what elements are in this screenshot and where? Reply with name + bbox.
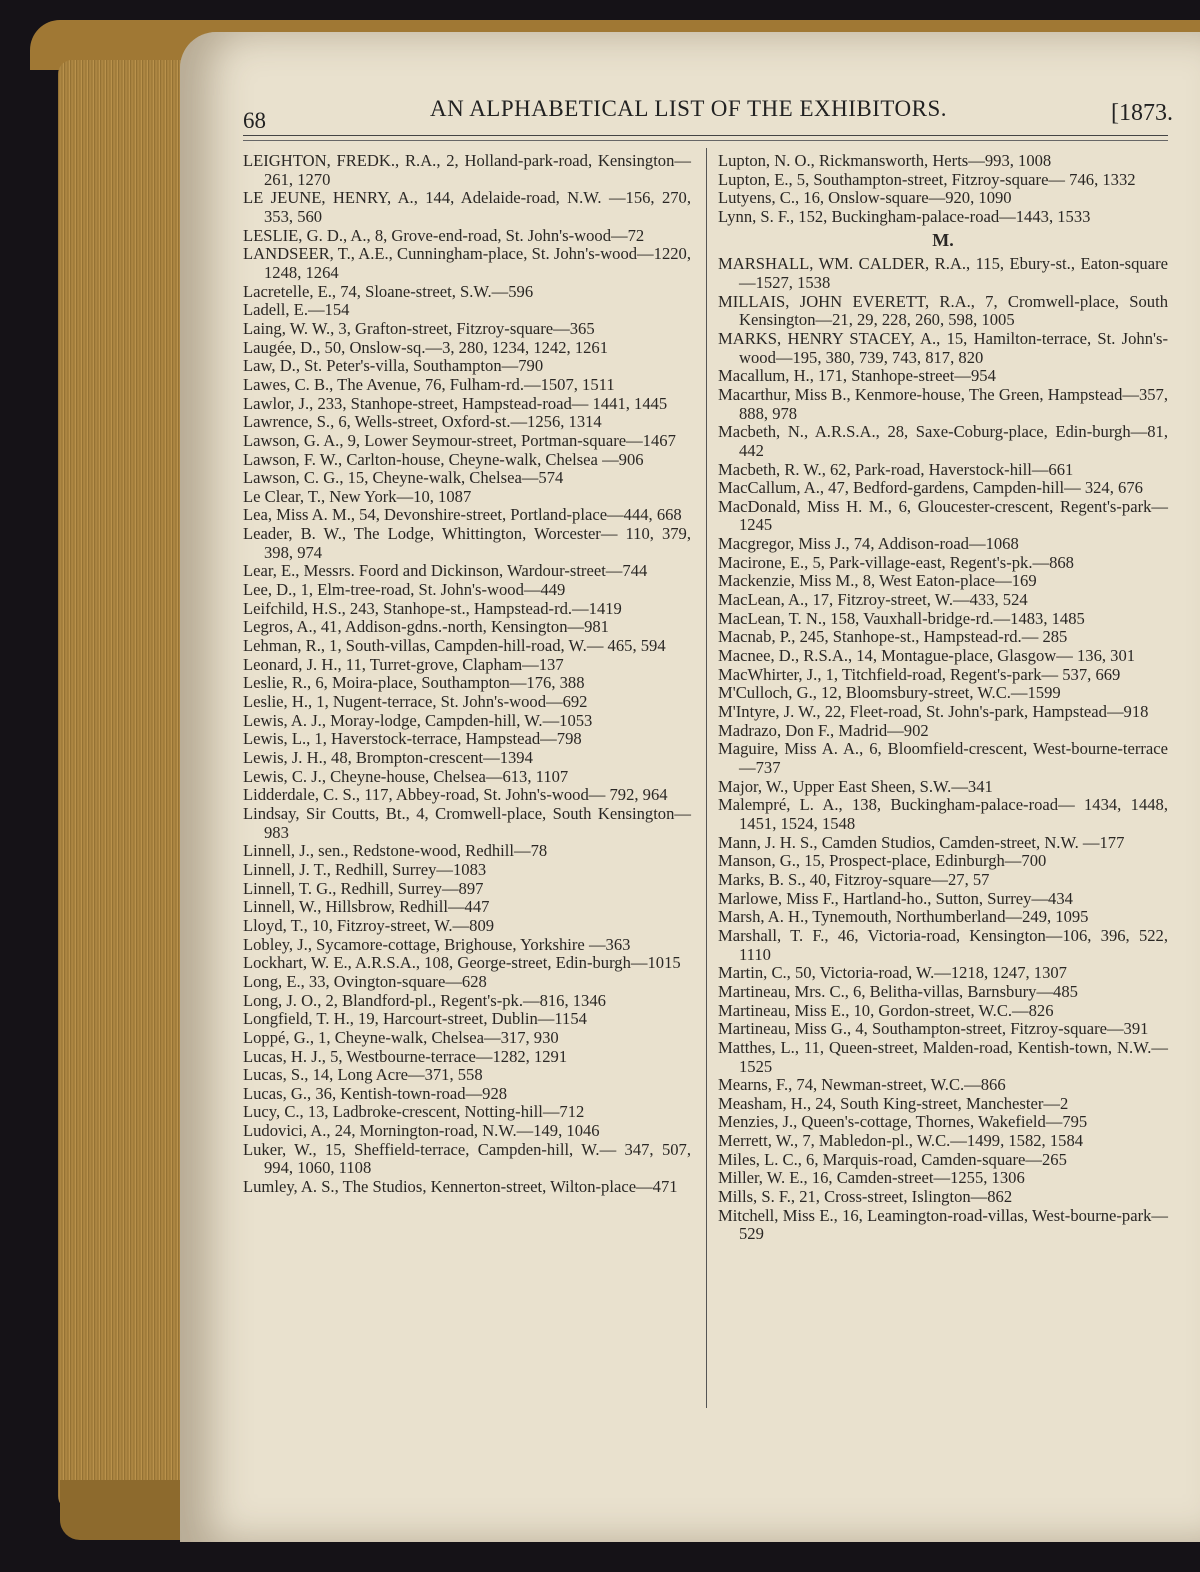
page-header (243, 96, 1173, 133)
left-column (243, 152, 691, 1197)
exhibitor-entry: Lobley, J., Sycamore-cottage, Brighouse, Yorkshire —363 (243, 934, 631, 954)
column-divider (706, 148, 707, 1408)
exhibitor-entry: Macirone, E., 5, Park-village-east, Regent's-pk.—868 (718, 552, 1074, 572)
exhibitor-entry: Marshall, T. F., 46, Victoria-road, Kensington—106, 396, 522, 1110 (718, 925, 1168, 964)
exhibitor-entry: Marsh, A. H., Tynemouth, Northumberland—249, 1095 (718, 907, 1089, 927)
exhibitor-entry: M'Culloch, G., 12, Bloomsbury-street, W.C.—1599 (718, 683, 1061, 703)
exhibitor-entry: Miles, L. C., 6, Marquis-road, Camden-square—265 (718, 1149, 1067, 1169)
exhibitor-entry: Lucy, C., 13, Ladbroke-crescent, Notting-hill—712 (243, 1102, 585, 1122)
right-column (718, 152, 1168, 1244)
exhibitor-entry: Menzies, J., Queen's-cottage, Thornes, Wakefield—795 (718, 1112, 1088, 1132)
exhibitor-entry: Loppé, G., 1, Cheyne-walk, Chelsea—317, 930 (243, 1027, 559, 1047)
exhibitor-entry: Martineau, Mrs. C., 6, Belitha-villas, Barnsbury—485 (718, 981, 1078, 1001)
exhibitor-entry: M'Intyre, J. W., 22, Fleet-road, St. John's-park, Hampstead—918 (718, 702, 1149, 722)
exhibitor-entry: Laing, W. W., 3, Grafton-street, Fitzroy-square—365 (243, 318, 595, 338)
exhibitor-entry: Lutyens, C., 16, Onslow-square—920, 1090 (718, 188, 1012, 208)
page-year: [1873. (1111, 100, 1173, 126)
exhibitor-entry: Martineau, Miss E., 10, Gordon-street, W.C.—826 (718, 1000, 1054, 1020)
exhibitor-entry: Law, D., St. Peter's-villa, Southampton—790 (243, 356, 544, 376)
exhibitor-entry: Measham, H., 24, South King-street, Manchester—2 (718, 1093, 1069, 1113)
exhibitor-entry: MacLean, T. N., 158, Vauxhall-bridge-rd.—1483, 1485 (718, 608, 1085, 628)
exhibitor-entry: Major, W., Upper East Sheen, S.W.—341 (718, 776, 993, 796)
page-number: 68 (243, 108, 266, 133)
exhibitor-entry: MacWhirter, J., 1, Titchfield-road, Regent's-park— 537, 669 (718, 664, 1121, 684)
exhibitor-entry: Malempré, L. A., 138, Buckingham-palace-road— 1434, 1448, 1451, 1524, 1548 (718, 795, 1168, 833)
exhibitor-entry: Lear, E., Messrs. Foord and Dickinson, Wardour-street—744 (243, 561, 648, 581)
exhibitor-entry: Lawlor, J., 233, Stanhope-street, Hampstead-road— 1441, 1445 (243, 393, 668, 413)
exhibitor-entry: Mackenzie, Miss M., 8, West Eaton-place—169 (718, 571, 1037, 591)
exhibitor-entry: MacLean, A., 17, Fitzroy-street, W.—433, 524 (718, 590, 1028, 610)
exhibitor-entry: Macarthur, Miss B., Kenmore-house, The Green, Hampstead—357, 888, 978 (718, 384, 1168, 423)
header-rule-thick (243, 135, 1168, 136)
exhibitor-entry: Long, J. O., 2, Blandford-pl., Regent's-pk.—816, 1346 (243, 990, 606, 1010)
exhibitor-entry: Leader, B. W., The Lodge, Whittington, Worcester— 110, 379, 398, 974 (243, 524, 691, 562)
exhibitor-entry: Linnell, T. G., Redhill, Surrey—897 (243, 878, 484, 898)
exhibitor-entry: Legros, A., 41, Addison-gdns.-north, Kensington—981 (243, 617, 609, 637)
exhibitor-entry: Lockhart, W. E., A.R.S.A., 108, George-street, Edin-burgh—1015 (243, 953, 681, 973)
exhibitor-entry: Lumley, A. S., The Studios, Kennerton-street, Wilton-place—471 (243, 1177, 678, 1197)
page-title: AN ALPHABETICAL LIST OF THE EXHIBITORS. (430, 96, 947, 121)
exhibitor-entry: Macnab, P., 245, Stanhope-st., Hampstead-rd.— 285 (718, 627, 1068, 647)
exhibitor-entry: Lucas, H. J., 5, Westbourne-terrace—1282, 1291 (243, 1046, 568, 1066)
exhibitor-entry: Long, E., 33, Ovington-square—628 (243, 971, 487, 991)
exhibitor-entry: Lindsay, Sir Coutts, Bt., 4, Cromwell-place, South Kensington—983 (243, 803, 691, 842)
exhibitor-entry: Leifchild, H.S., 243, Stanhope-st., Hampstead-rd.—1419 (243, 598, 622, 618)
right-column-l-entries (718, 152, 1168, 227)
exhibitor-entry: Macgregor, Miss J., 74, Addison-road—1068 (718, 534, 1019, 554)
exhibitor-entry: LE JEUNE, HENRY, A., 144, Adelaide-road, N.W. —156, 270, 353, 560 (243, 188, 691, 226)
exhibitor-entry: Lupton, N. O., Rickmansworth, Herts—993, 1008 (718, 151, 1052, 170)
exhibitor-entry: Lee, D., 1, Elm-tree-road, St. John's-wood—449 (243, 580, 566, 600)
exhibitor-entry: Macallum, H., 171, Stanhope-street—954 (718, 366, 996, 386)
exhibitor-entry: MILLAIS, JOHN EVERETT, R.A., 7, Cromwell-place, South Kensington—21, 29, 228, 260, 598, 1005 (718, 291, 1168, 330)
exhibitor-entry: Longfield, T. H., 19, Harcourt-street, Dublin—1154 (243, 1009, 587, 1029)
exhibitor-entry: MARSHALL, WM. CALDER, R.A., 115, Ebury-st., Eaton-square—1527, 1538 (718, 254, 1168, 292)
exhibitor-entry: Lynn, S. F., 152, Buckingham-palace-road—1443, 1533 (718, 206, 1091, 226)
exhibitor-entry: Lawson, G. A., 9, Lower Seymour-street, Portman-square—1467 (243, 430, 676, 450)
exhibitor-entry: Lupton, E., 5, Southampton-street, Fitzroy-square— 746, 1332 (718, 169, 1136, 189)
exhibitor-entry: Mearns, F., 74, Newman-street, W.C.—866 (718, 1075, 1006, 1095)
exhibitor-entry: Lehman, R., 1, South-villas, Campden-hill-road, W.— 465, 594 (243, 636, 666, 656)
exhibitor-entry: Lawson, C. G., 15, Cheyne-walk, Chelsea—574 (243, 468, 564, 488)
exhibitor-entry: Lacretelle, E., 74, Sloane-street, S.W.—596 (243, 281, 534, 301)
exhibitor-entry: Lewis, L., 1, Haverstock-terrace, Hampstead—798 (243, 729, 582, 749)
exhibitor-entry: Leonard, J. H., 11, Turret-grove, Clapham—137 (243, 654, 564, 674)
exhibitor-entry: LANDSEER, T., A.E., Cunningham-place, St. John's-wood—1220, 1248, 1264 (243, 244, 691, 282)
exhibitor-entry: MARKS, HENRY STACEY, A., 15, Hamilton-terrace, St. John's-wood—195, 380, 739, 743, 817, 820 (718, 328, 1168, 367)
exhibitor-entry: Merrett, W., 7, Mabledon-pl., W.C.—1499, 1582, 1584 (718, 1131, 1084, 1151)
exhibitor-entry: Lucas, S., 14, Long Acre—371, 558 (243, 1065, 483, 1085)
exhibitor-entry: Linnell, J., sen., Redstone-wood, Redhill—78 (243, 841, 548, 861)
exhibitor-entry: Laugée, D., 50, Onslow-sq.—3, 280, 1234, 1242, 1261 (243, 337, 609, 357)
exhibitor-entry: MacCallum, A., 47, Bedford-gardens, Campden-hill— 324, 676 (718, 478, 1143, 498)
right-column-m-entries (718, 255, 1168, 1244)
exhibitor-entry: Ludovici, A., 24, Mornington-road, N.W.—149, 1046 (243, 1121, 600, 1141)
exhibitor-entry: Lewis, A. J., Moray-lodge, Campden-hill, W.—1053 (243, 710, 593, 730)
exhibitor-entry: Marlowe, Miss F., Hartland-ho., Sutton, Surrey—434 (718, 888, 1073, 908)
exhibitor-entry: Macnee, D., R.S.A., 14, Montague-place, Glasgow— 136, 301 (718, 646, 1136, 666)
exhibitor-entry: Matthes, L., 11, Queen-street, Malden-road, Kentish-town, N.W.—1525 (718, 1037, 1168, 1076)
exhibitor-entry: Macbeth, R. W., 62, Park-road, Haverstock-hill—661 (718, 459, 1074, 479)
exhibitor-entry: Linnell, W., Hillsbrow, Redhill—447 (243, 897, 490, 917)
exhibitor-entry: Miller, W. E., 16, Camden-street—1255, 1306 (718, 1168, 1025, 1188)
exhibitor-entry: Mitchell, Miss E., 16, Leamington-road-villas, West-bourne-park—529 (718, 1205, 1168, 1244)
exhibitor-entry: Leslie, H., 1, Nugent-terrace, St. John's-wood—692 (243, 692, 588, 712)
exhibitor-entry: Lawes, C. B., The Avenue, 76, Fulham-rd.—1507, 1511 (243, 374, 615, 394)
section-letter: M. (932, 229, 954, 250)
exhibitor-entry: Le Clear, T., New York—10, 1087 (243, 486, 472, 506)
exhibitor-entry: Luker, W., 15, Sheffield-terrace, Campden-hill, W.— 347, 507, 994, 1060, 1108 (243, 1139, 691, 1178)
exhibitor-entry: Lewis, C. J., Cheyne-house, Chelsea—613, 1107 (243, 766, 569, 786)
exhibitor-entry: Manson, G., 15, Prospect-place, Edinburgh—700 (718, 851, 1047, 871)
exhibitor-entry: LEIGHTON, FREDK., R.A., 2, Holland-park-road, Kensington—261, 1270 (243, 151, 691, 189)
exhibitor-entry: Macbeth, N., A.R.S.A., 28, Saxe-Coburg-place, Edin-burgh—81, 442 (718, 422, 1168, 460)
exhibitor-entry: Lloyd, T., 10, Fitzroy-street, W.—809 (243, 915, 495, 935)
exhibitor-entry: Lewis, J. H., 48, Brompton-crescent—1394 (243, 748, 533, 767)
exhibitor-entry: Marks, B. S., 40, Fitzroy-square—27, 57 (718, 869, 990, 889)
exhibitor-entry: Mills, S. F., 21, Cross-street, Islington—862 (718, 1187, 1013, 1207)
exhibitor-entry: Maguire, Miss A. A., 6, Bloomfield-crescent, West-bourne-terrace—737 (718, 739, 1168, 777)
exhibitor-entry: Ladell, E.—154 (243, 300, 350, 320)
exhibitor-entry: Lea, Miss A. M., 54, Devonshire-street, Portland-place—444, 668 (243, 505, 682, 525)
header-rule-thin (243, 140, 1168, 141)
exhibitor-entry: Mann, J. H. S., Camden Studios, Camden-street, N.W. —177 (718, 832, 1125, 852)
exhibitor-entry: Lawson, F. W., Carlton-house, Cheyne-walk, Chelsea —906 (243, 449, 644, 469)
exhibitor-entry: Lucas, G., 36, Kentish-town-road—928 (243, 1083, 508, 1103)
exhibitor-entry: Lawrence, S., 6, Wells-street, Oxford-st.—1256, 1314 (243, 412, 602, 432)
exhibitor-entry: Martineau, Miss G., 4, Southampton-street, Fitzroy-square—391 (718, 1019, 1149, 1039)
exhibitor-entry: Madrazo, Don F., Madrid—902 (718, 720, 929, 740)
exhibitor-entry: Martin, C., 50, Victoria-road, W.—1218, 1247, 1307 (718, 963, 1067, 983)
exhibitor-entry: Linnell, J. T., Redhill, Surrey—1083 (243, 859, 487, 879)
exhibitor-entry: LESLIE, G. D., A., 8, Grove-end-road, St. John's-wood—72 (243, 225, 645, 245)
exhibitor-entry: Lidderdale, C. S., 117, Abbey-road, St. John's-wood— 792, 964 (243, 785, 668, 805)
exhibitor-entry: Leslie, R., 6, Moira-place, Southampton—176, 388 (243, 673, 585, 693)
exhibitor-entry: MacDonald, Miss H. M., 6, Gloucester-crescent, Regent's-park—1245 (718, 496, 1168, 535)
